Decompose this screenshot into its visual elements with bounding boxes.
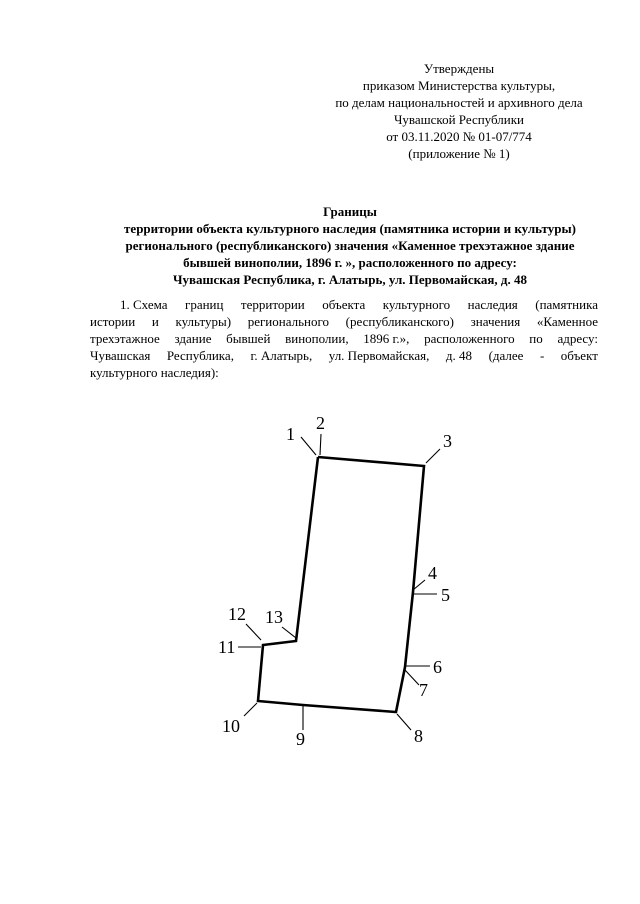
paragraph-word: Республика,: [166, 348, 234, 363]
paragraph-word: (памятника: [535, 297, 598, 312]
paragraph-word: адресу:: [557, 331, 598, 346]
paragraph-word: наследия: [467, 297, 518, 312]
point-label: 10: [222, 716, 240, 736]
title-line: бывшей винополии, 1896 г. », расположенного по адресу:: [183, 255, 517, 270]
paragraph-word: здание: [174, 331, 212, 346]
leader-line: [282, 627, 296, 638]
paragraph-word: -: [539, 348, 545, 363]
approval-line: Чувашской Республики: [393, 112, 525, 127]
point-label: 2: [316, 413, 325, 433]
leader-line: [426, 449, 440, 463]
point-label: 7: [419, 680, 428, 700]
leader-line: [405, 670, 419, 685]
approval-line: (приложение № 1): [408, 146, 510, 161]
paragraph-word: ул. Первомайская,: [328, 348, 430, 363]
point-label: 13: [265, 607, 283, 627]
leader-line: [397, 714, 411, 730]
paragraph-word: бывшей: [226, 331, 271, 346]
approval-line: приказом Министерства культуры,: [362, 78, 556, 93]
point-label: 1: [286, 424, 295, 444]
point-label: 3: [443, 431, 452, 451]
approval-line: по делам национальностей и архивного дела: [335, 95, 583, 110]
paragraph-word: и: [151, 314, 159, 329]
paragraph-word: территории: [240, 297, 305, 312]
title-line: Чувашская Республика, г. Алатырь, ул. Первомайская, д. 48: [172, 272, 528, 287]
paragraph-word: культуры): [175, 314, 232, 329]
point-label: 8: [414, 726, 423, 746]
paragraph-word: г. Алатырь,: [250, 348, 313, 363]
paragraph-word: значения: [470, 314, 521, 329]
paragraph-word: 1896 г.»,: [363, 331, 410, 346]
paragraph-word: 1. Схема: [120, 297, 168, 312]
paragraph-word: объект: [560, 348, 598, 363]
paragraph-word: по: [529, 331, 543, 346]
paragraph-word: винополии,: [285, 331, 349, 346]
point-label: 5: [441, 585, 450, 605]
paragraph-word: культурного: [382, 297, 451, 312]
paragraph-word: «Каменное: [536, 314, 598, 329]
paragraph-word: границ: [184, 297, 224, 312]
title-line: регионального (республиканского) значения «Каменное трехэтажное здание: [125, 238, 575, 253]
point-label: 11: [218, 637, 236, 657]
paragraph-text: культурного наследия):: [90, 365, 219, 380]
leader-line: [246, 624, 261, 640]
title-line: территории объекта культурного наследия (памятника истории и культуры): [124, 221, 576, 236]
paragraph-word: объекта: [322, 297, 366, 312]
approval-line: Утверждены: [423, 61, 495, 76]
point-label: 6: [433, 657, 442, 677]
paragraph-word: трехэтажное: [90, 331, 160, 346]
paragraph-word: Чувашская: [90, 348, 151, 363]
point-labels: [218, 413, 452, 749]
paragraph-word: регионального: [247, 314, 329, 329]
paragraph-word: д. 48: [445, 348, 473, 363]
paragraph-word: (далее: [488, 348, 524, 363]
leader-line: [244, 703, 257, 716]
title-line: Границы: [323, 204, 377, 219]
paragraph-word: (республиканского): [345, 314, 454, 329]
leader-line: [301, 437, 316, 455]
point-label: 4: [428, 563, 437, 583]
boundary-outline: [258, 457, 424, 712]
approval-line: от 03.11.2020 № 01-07/774: [386, 129, 532, 144]
paragraph-word: расположенного: [424, 331, 515, 346]
point-label: 9: [296, 729, 305, 749]
leader-lines: [238, 434, 440, 730]
boundary-line: [258, 457, 424, 712]
paragraph-word: истории: [90, 314, 136, 329]
leader-line: [320, 434, 321, 455]
point-label: 12: [228, 604, 246, 624]
